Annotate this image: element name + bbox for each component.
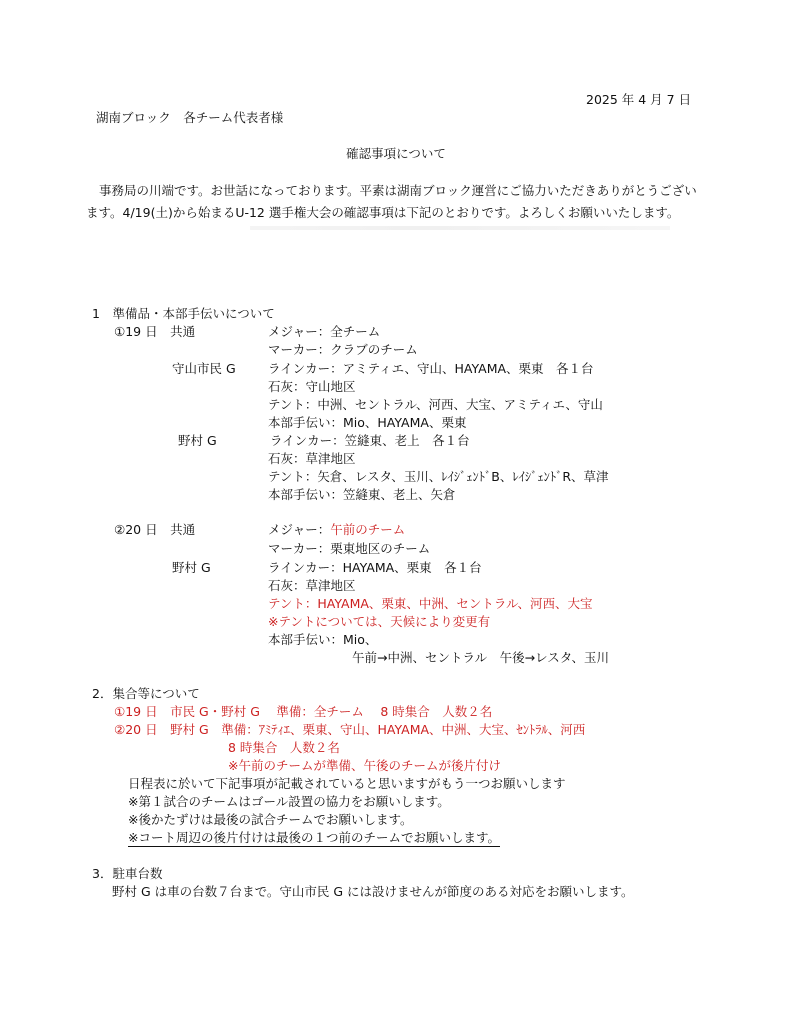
- recipient: 湖南ブロック 各チーム代表者様: [96, 110, 284, 125]
- day20-major: [268, 522, 405, 538]
- day19-nomura-helper: 本部手伝い：笠縫東、老上、矢倉: [268, 487, 456, 502]
- day19-moriyama-helper: 本部手伝い：Mio、HAYAMA、栗東: [268, 415, 467, 430]
- day19-nomura-tent: テント：矢倉、レスタ、玉川、ﾚｲｼﾞｪﾝﾄﾞB、ﾚｲｼﾞｪﾝﾄﾞR、草津: [268, 469, 609, 484]
- scan-smudge: [250, 226, 670, 230]
- day20-lime: 石灰：草津地区: [268, 578, 356, 593]
- day20-helper: 本部手伝い：Mio、: [268, 632, 378, 647]
- gathering-day20-note: ※午前のチームが準備、午後のチームが後片付け: [228, 758, 501, 773]
- section3-heading: 3．駐車台数: [92, 866, 163, 881]
- gathering-day20-time: 8 時集合 人数２名: [228, 740, 340, 755]
- day19-moriyama-lime: 石灰：守山地区: [268, 379, 356, 394]
- cleanup-note: ※後かたずけは最後の試合チームでお願いします。: [128, 812, 413, 827]
- section1-heading: 1 準備品・本部手伝いについて: [92, 306, 275, 321]
- day19-common-major: メジャー：全チーム: [268, 324, 381, 339]
- schedule-request: 日程表に於いて下記事項が記載されていると思いますがもう一つお願いします: [128, 776, 566, 791]
- date: 2025 年 4 月 7 日: [586, 92, 692, 107]
- document-title: 確認事項について: [346, 146, 446, 161]
- day20-linecar: ラインカー：HAYAMA、栗東 各１台: [268, 560, 482, 575]
- section2-heading: 2．集合等について: [92, 686, 200, 701]
- day19-common-marker: マーカー：クラブのチーム: [268, 342, 418, 357]
- parking-text: 野村 G は車の台数７台まで。守山市民 G には設けませんが節度のある対応をお願いします。: [112, 884, 634, 899]
- day19-nomura-label: 野村 G: [178, 433, 217, 448]
- court-cleanup-line: [128, 830, 500, 846]
- gathering-day19: ①19 日 市民 G・野村 G 準備：全チーム 8 時集合 人数２名: [114, 704, 493, 719]
- day20-tent-note: ※テントについては、天候により変更有: [268, 614, 491, 629]
- day19-moriyama-label: 守山市民 G: [172, 361, 236, 376]
- intro-paragraph: 事務局の川端です。お世話になっております。平素は湖南ブロック運営にご協力いただきありがとうございます。4/19(土)から始まるU-12 選手権大会の確認事項は下記のとおりです。よろしくお願いいたします。: [86, 183, 697, 220]
- day20-tent: テント：HAYAMA、栗東、中洲、セントラル、河西、大宝: [268, 596, 593, 611]
- day20-label: ②20 日 共通: [114, 522, 196, 537]
- day20-major-prefix: メジャー：: [268, 522, 331, 537]
- goal-setup-note: ※第１試合のチームはゴール設置の協力をお願いします。: [128, 794, 450, 809]
- gathering-day20: ②20 日 野村 G 準備：ｱﾐﾃｨｴ、栗東、守山、HAYAMA、中洲、大宝、ｾﾝﾄﾗﾙ、河西: [114, 722, 586, 737]
- day20-marker: マーカー：栗東地区のチーム: [268, 541, 431, 556]
- day19-moriyama-linecar: ラインカー：アミティエ、守山、HAYAMA、栗東 各１台: [268, 361, 594, 376]
- day20-nomura-label: 野村 G: [172, 560, 211, 575]
- day20-major-value: 午前のチーム: [330, 522, 406, 537]
- day19-label: ①19 日 共通: [114, 324, 196, 339]
- day19-moriyama-tent: テント：中洲、セントラル、河西、大宝、アミティエ、守山: [268, 397, 603, 412]
- day19-nomura-linecar: ラインカー：笠縫東、老上 各１台: [270, 433, 470, 448]
- day20-helper-schedule: 午前→中洲、セントラル 午後→レスタ、玉川: [352, 650, 609, 665]
- day19-nomura-lime: 石灰：草津地区: [268, 451, 356, 466]
- court-cleanup-note: ※コート周辺の後片付けは最後の１つ前のチームでお願いします。: [128, 830, 500, 845]
